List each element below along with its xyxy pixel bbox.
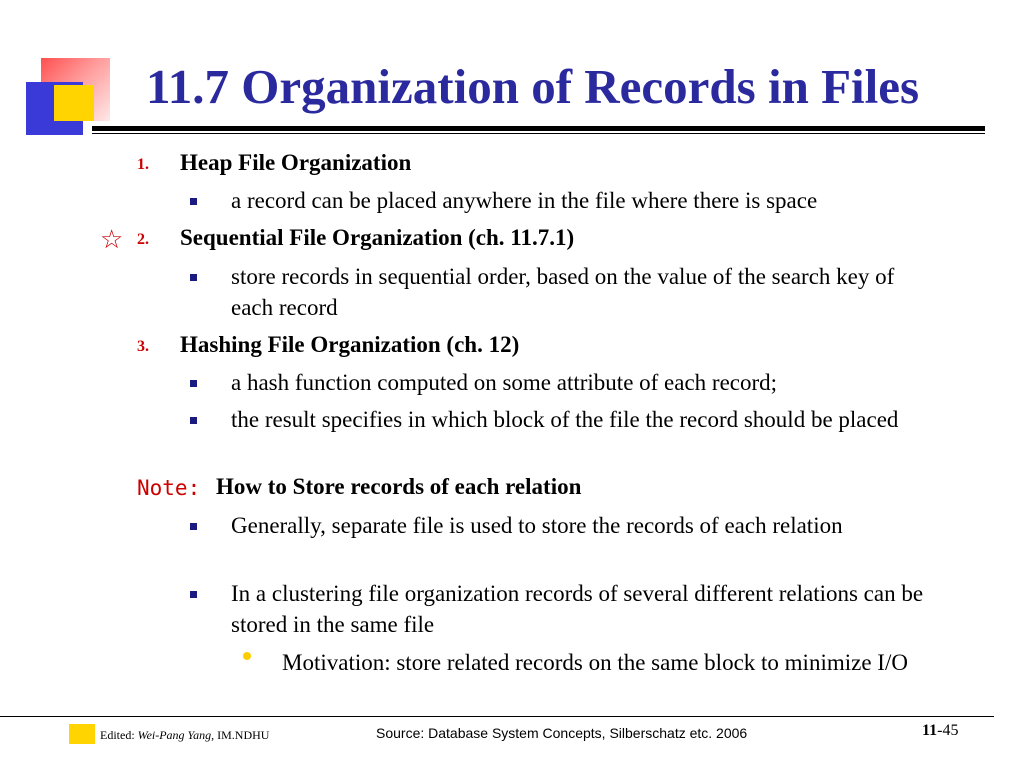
bullet-icon bbox=[190, 591, 197, 598]
bullet-icon bbox=[190, 274, 197, 281]
footer-page-number bbox=[922, 722, 958, 740]
footer-page: -45 bbox=[937, 722, 959, 739]
item-heading-1: Heap File Organization bbox=[180, 150, 412, 175]
bullet-text: the result specifies in which block of the file the record should be placed bbox=[231, 407, 899, 432]
bullet-icon bbox=[190, 417, 197, 424]
footer-author: Wei-Pang Yang, bbox=[137, 728, 215, 742]
title-rule-thin bbox=[92, 133, 985, 134]
footer-source: Source: Database System Concepts, Silberschatz etc. 2006 bbox=[376, 725, 748, 741]
footer-chapter: 11 bbox=[922, 722, 938, 739]
title-rule-thick bbox=[92, 126, 985, 131]
footer-edited bbox=[100, 728, 269, 743]
bullet-icon bbox=[190, 380, 197, 387]
footer-rule bbox=[0, 716, 994, 717]
sub-bullet-icon bbox=[243, 652, 251, 660]
note-heading: How to Store records of each relation bbox=[216, 474, 582, 499]
bullet-text: a record can be placed anywhere in the file where there is space bbox=[231, 188, 818, 213]
bullet-icon bbox=[190, 198, 197, 205]
item-number-2: 2. bbox=[137, 231, 149, 248]
logo-yellow-square bbox=[54, 85, 94, 121]
star-icon: ☆ bbox=[100, 225, 124, 254]
bullet-text: In a clustering file organization records of several different relations can be stored in the same file bbox=[231, 581, 924, 637]
bullet-text: a hash function computed on some attribute of each record; bbox=[231, 370, 778, 395]
footer-edited-label: Edited: bbox=[100, 728, 135, 742]
footer-affiliation: IM.NDHU bbox=[217, 728, 270, 742]
note-label: Note: bbox=[137, 476, 201, 500]
bullet-text: Generally, separate file is used to store the records of each relation bbox=[231, 513, 843, 538]
item-number-1: 1. bbox=[137, 156, 149, 173]
slide-title: 11.7 Organization of Records in Files bbox=[146, 59, 920, 114]
item-number-3: 3. bbox=[137, 338, 149, 355]
bullet-icon bbox=[190, 523, 197, 530]
bullet-text: store records in sequential order, based on the value of the search key of each record bbox=[231, 264, 895, 320]
item-heading-3: Hashing File Organization (ch. 12) bbox=[180, 332, 520, 357]
sub-bullet-text: Motivation: store related records on the same block to minimize I/O bbox=[282, 650, 908, 675]
footer-logo-square bbox=[69, 724, 95, 744]
item-heading-2: Sequential File Organization (ch. 11.7.1) bbox=[180, 225, 575, 250]
